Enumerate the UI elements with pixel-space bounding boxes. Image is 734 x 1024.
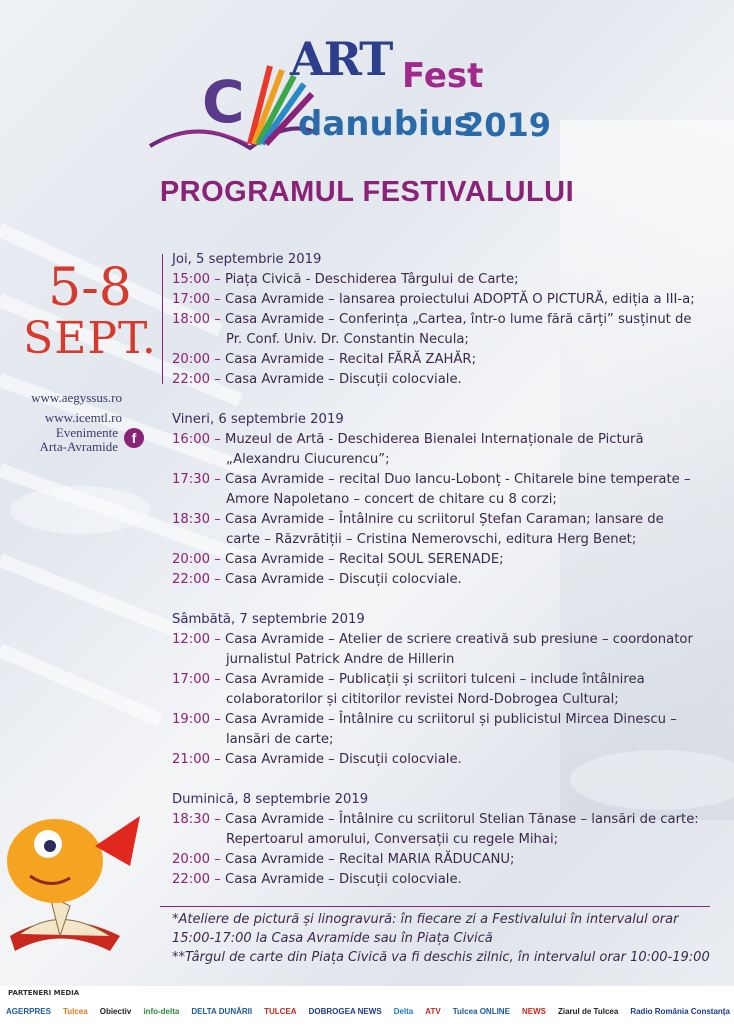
- partner-logo: Tulcea ONLINE: [452, 1006, 510, 1016]
- facebook-icon[interactable]: f: [124, 428, 144, 448]
- event-time: 12:00 –: [172, 632, 225, 647]
- facebook-line-1: Evenimente: [55, 425, 118, 440]
- event-time: 17:30 –: [172, 472, 225, 487]
- event-time: 22:00 –: [172, 872, 225, 887]
- event-text: Casa Avramide – Întâlnire cu scriitorul Stelian Tănase – lansări de carte:: [224, 812, 699, 827]
- partner-logo: NEWS: [521, 1006, 546, 1016]
- program-event: [172, 290, 732, 310]
- partner-logo: Radio România Constanța: [630, 1006, 730, 1016]
- logo-year: 2019: [462, 106, 552, 144]
- event-text-continued: lansări de carte;: [226, 732, 334, 747]
- event-text: Casa Avramide – recital Duo Iancu-Lobonț - Chitarele bine temperate –: [224, 472, 691, 487]
- day-heading: Joi, 5 septembrie 2019: [172, 252, 322, 267]
- event-text: Casa Avramide – Întâlnire cu scriitorul Ștefan Caraman; lansare de: [224, 512, 664, 527]
- event-text-continued: Pr. Conf. Univ. Dr. Constantin Necula;: [226, 332, 469, 347]
- partner-logo: info-delta: [143, 1006, 180, 1016]
- partner-logo: Ziarul de Tulcea: [557, 1006, 619, 1016]
- event-time: 20:00 –: [172, 352, 225, 367]
- event-time: 15:00 –: [172, 272, 225, 287]
- link-aegyssus[interactable]: www.aegyssus.ro: [31, 390, 122, 405]
- partner-logo: ATV: [425, 1006, 441, 1016]
- program-event: [172, 810, 732, 830]
- program-event: [172, 350, 732, 370]
- note-2: **Târgul de carte din Piața Civică va fi deschis zilnic, în intervalul orar 10:00-19:00: [172, 950, 710, 965]
- event-text-continued: jurnalistul Patrick Andre de Hillerin: [226, 652, 455, 667]
- event-text: Casa Avramide – Publicații și scriitori tulceni – include întâlnirea: [224, 672, 645, 687]
- partner-logo: Delta: [393, 1006, 414, 1016]
- event-time: 18:30 –: [172, 812, 225, 827]
- event-time: 19:00 –: [172, 712, 225, 727]
- program-event: [172, 710, 732, 730]
- event-text-continued: „Alexandru Ciucurencu”;: [226, 452, 390, 467]
- event-text: Casa Avramide – Discuții colocviale.: [224, 372, 462, 387]
- event-text: Casa Avramide – Recital FĂRĂ ZAHĂR;: [224, 352, 477, 367]
- partner-logo: Tulcea: [62, 1006, 88, 1016]
- event-text: Piața Civică - Deschiderea Târgului de Carte;: [224, 272, 519, 287]
- program-event: [172, 670, 732, 690]
- partner-logo: TULCEA: [264, 1006, 297, 1016]
- event-time: 20:00 –: [172, 552, 225, 567]
- day-heading: Vineri, 6 septembrie 2019: [172, 412, 344, 427]
- program-event: [172, 750, 732, 770]
- event-text: Casa Avramide – Discuții colocviale.: [224, 872, 462, 887]
- note-1: *Ateliere de pictură și linogravură: în fiecare zi a Festivalului în intervalul orar: [172, 912, 679, 927]
- program-event: [172, 270, 732, 290]
- program-event: [172, 430, 732, 450]
- date-range: 5-8: [48, 258, 132, 318]
- event-time: 18:00 –: [172, 312, 225, 327]
- partner-logo: DOBROGEA NEWS: [308, 1006, 382, 1016]
- partners-label: PARTENERI MEDIA: [8, 989, 80, 997]
- facebook-page-label[interactable]: [18, 426, 118, 454]
- day-heading: Sâmbătă, 7 septembrie 2019: [172, 612, 365, 627]
- program-list: [172, 250, 732, 890]
- partner-logo: Obiectiv: [99, 1006, 132, 1016]
- program-event: [172, 570, 732, 590]
- logo-letter-c: C: [202, 68, 245, 136]
- event-text-continued: colaboratorilor și cititorilor revistei Nord-Dobrogea Cultural;: [226, 692, 619, 707]
- page-title: PROGRAMUL FESTIVALULUI: [159, 176, 575, 208]
- program-event: [172, 850, 732, 870]
- partner-logo: AGERPRES: [6, 1006, 51, 1016]
- event-time: 22:00 –: [172, 572, 225, 587]
- event-text: Casa Avramide – Recital SOUL SERENADE;: [224, 552, 504, 567]
- note-1-cont: 15:00-17:00 la Casa Avramide sau în Piața Civică: [172, 931, 493, 946]
- program-event: [172, 370, 732, 390]
- event-text: Casa Avramide – Discuții colocviale.: [224, 572, 462, 587]
- event-text-continued: Repertoarul amorului, Conversații cu regele Mihai;: [226, 832, 559, 847]
- program-event: [172, 550, 732, 570]
- link-icemtl[interactable]: www.icemtl.ro: [44, 410, 122, 425]
- partner-logo: DELTA DUNĂRII: [191, 1006, 253, 1016]
- event-time: 20:00 –: [172, 852, 225, 867]
- day-heading: Duminică, 8 septembrie 2019: [172, 792, 369, 807]
- event-text: Casa Avramide – Discuții colocviale.: [224, 752, 462, 767]
- event-text-continued: carte – Răzvrătiții – Cristina Nemerovschi, editura Herg Benet;: [226, 532, 637, 547]
- event-text: Casa Avramide – lansarea proiectului ADOPTĂ O PICTURĂ, ediția a III-a;: [224, 292, 695, 307]
- festival-dates: [20, 260, 160, 362]
- fish-mascot-icon: [0, 786, 160, 956]
- event-text: Casa Avramide – Atelier de scriere creativă sub presiune – coordonator: [224, 632, 693, 647]
- partners-logos: [4, 1000, 732, 1022]
- logo-fest: Fest: [402, 56, 484, 96]
- event-time: 17:00 –: [172, 672, 225, 687]
- program-event: [172, 870, 732, 890]
- date-month: SEPT.: [23, 313, 157, 364]
- event-text: Casa Avramide – Recital MARIA RĂDUCANU;: [224, 852, 515, 867]
- divider: [162, 254, 163, 384]
- event-time: 21:00 –: [172, 752, 225, 767]
- program-event: [172, 630, 732, 650]
- event-text: Casa Avramide – Întâlnire cu scriitorul și publicistul Mircea Dinescu –: [224, 712, 677, 727]
- festival-logo: [140, 26, 580, 156]
- event-text: Muzeul de Artă - Deschiderea Bienalei Internaționale de Pictură: [224, 432, 644, 447]
- program-event: [172, 510, 732, 530]
- website-links: [18, 388, 122, 428]
- event-time: 18:30 –: [172, 512, 225, 527]
- event-text-continued: Amore Napoletano – concert de chitare cu 8 corzi;: [226, 492, 557, 507]
- event-text: Casa Avramide – Conferința „Cartea, într-o lume fără cărți” susținut de: [224, 312, 692, 327]
- event-time: 17:00 –: [172, 292, 225, 307]
- notes: [172, 910, 712, 967]
- logo-danubius: danubius: [298, 104, 475, 144]
- logo-art: ART: [290, 32, 392, 86]
- program-event: [172, 310, 732, 330]
- event-time: 22:00 –: [172, 372, 225, 387]
- notes-divider: [160, 906, 710, 907]
- program-event: [172, 470, 732, 490]
- event-time: 16:00 –: [172, 432, 225, 447]
- facebook-line-2: Arta-Avramide: [39, 439, 118, 454]
